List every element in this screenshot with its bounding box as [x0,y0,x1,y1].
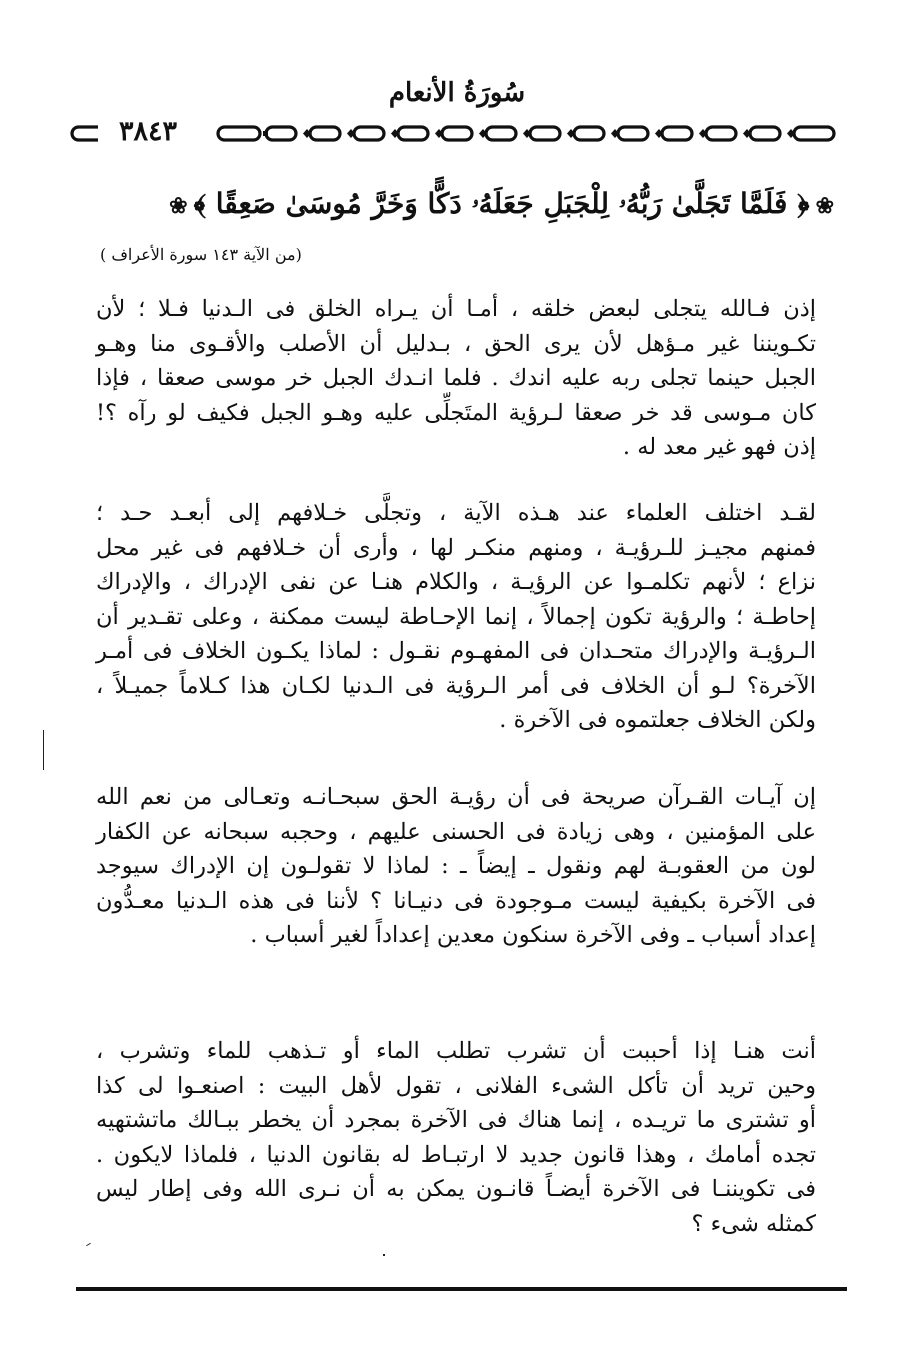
text-line: ولكن الخلاف جعلتموه فى الآخرة . [499,707,816,733]
text-line: فى تكويننـا فى الآخرة أيضـاً قانـون يمكن به أن نـرى الله وفى إطار ليس [96,1176,816,1202]
text-line: كمثله شىء ؟ [691,1210,816,1237]
text-line: تجده أمامك ، وهذا قانون جديد لا ارتبـاط له بقانون الدنيا ، فلماذا لايكون . [96,1141,816,1168]
verse-text: ﴿ فَلَمَّا تَجَلَّىٰ رَبُّهُۥ لِلْجَبَلِ جَعَلَهُۥ دَكًّا وَخَرَّ مُوسَىٰ صَعِقًا ﴾ [193,187,810,220]
text-line: إذن فـالله يتجلى لبعض خلقه ، أمـا أن يـراه الخلق فى الـدنيا فـلا ؛ لأن [96,296,816,322]
text-line: إن آيـات القـرآن صريحة فى أن رؤيـة الحق سبحـانـه وتعـالى من نعم الله [96,784,816,810]
bottom-rule [76,1287,847,1291]
text-line: الآخرة؟ لـو أن الخلاف فى أمر الـرؤية فى الـدنيا لكـان هذا كـلاماً جميـلاً ، [96,672,816,699]
text-line: فى الآخرة بكيفية ليست مـوجودة فى دنيـانا ؟ لأننا فى هذه الـدنيا معـدُّون [96,887,816,914]
text-line: فمنهم مجيـز للـرؤيـة ، ومنهم منكـر لها ، وأرى أن خـلافهم فى غير محل [96,534,816,561]
text-line: لقـد اختلف العلماء عند هـذه الآية ، وتجلَّى خـلافهم إلى أبعـد حـد ؛ [96,500,816,526]
text-line: الـرؤيـة والإدراك متحـدان فى المفهـوم نقـول : لماذا يكـون الخلاف فى أمـر [96,638,816,664]
text-line: أو تشترى ما تريـده ، إنما هناك فى الآخرة بمجرد أن يخطر ببـالك ماتشتهيه [96,1107,816,1133]
text-line: أنت هنـا إذا أحببت أن تشرب تطلب الماء أو تـذهب للماء وتشرب ، [96,1038,816,1064]
text-line: إذن فهو غير معد له . [622,434,816,460]
scan-speck [86,1243,91,1246]
paragraph [96,496,816,738]
text-line: نزاع ؛ لأنهم تكلمـوا عن الرؤيـة ، والكلام هنـا عن نفى الإدراك ، والإدراك [96,569,816,595]
text-line: الجبل حينما تجلى ربه عليه اندك . فلما انـدك الجبل خر موسى صعقا ، فإذا [96,365,816,391]
verse-reference: (من الآية ١٤٣ سورة الأعراف ) [100,245,302,264]
paragraph [96,780,816,953]
quran-verse [169,182,840,228]
flower-ornament-icon: ❀ [815,193,834,219]
text-line: لون من العقوبـة لهم ونقول ـ إيضاً ـ : لماذا لا تقولـون إن الإدراك سيوجد [96,853,816,879]
scan-speck [383,1254,385,1256]
text-line: وحين تريد أن تأكل الشىء الفلانى ، تقول لأهل البيت : اصنعـوا لى كذا [96,1072,816,1099]
flower-ornament-icon: ❀ [169,193,188,219]
text-line: تكـويننا غير مـؤهل لأن يرى الحق ، بـدليل أن الأصلب والأقـوى منا وهـو [96,330,816,357]
text-line: إعداد أسباب ـ وفى الآخرة سنكون معدين إعداداً لغير أسباب . [250,922,816,948]
scan-speck [43,730,44,770]
surah-title: سُورَةُ الأنعام [388,78,526,108]
text-line: إحاطـة ؛ والرؤية تكون إجمالاً ، إنما الإحـاطة ليست ممكنة ، وعلى تقـدير أن [96,603,816,630]
paragraph [96,1034,816,1241]
text-line: كان مـوسى قد خر صعقا لـرؤية المتَجلِّى عليه وهـو الجبل فكيف لو رآه ؟! [96,399,816,426]
page-number: ٣٨٤٣ [98,116,198,148]
text-line: على المؤمنين ، وهى زيادة فى الحسنى عليهم ، وحجبه سبحانه عن الكفار [96,818,816,845]
paragraph [96,292,816,465]
